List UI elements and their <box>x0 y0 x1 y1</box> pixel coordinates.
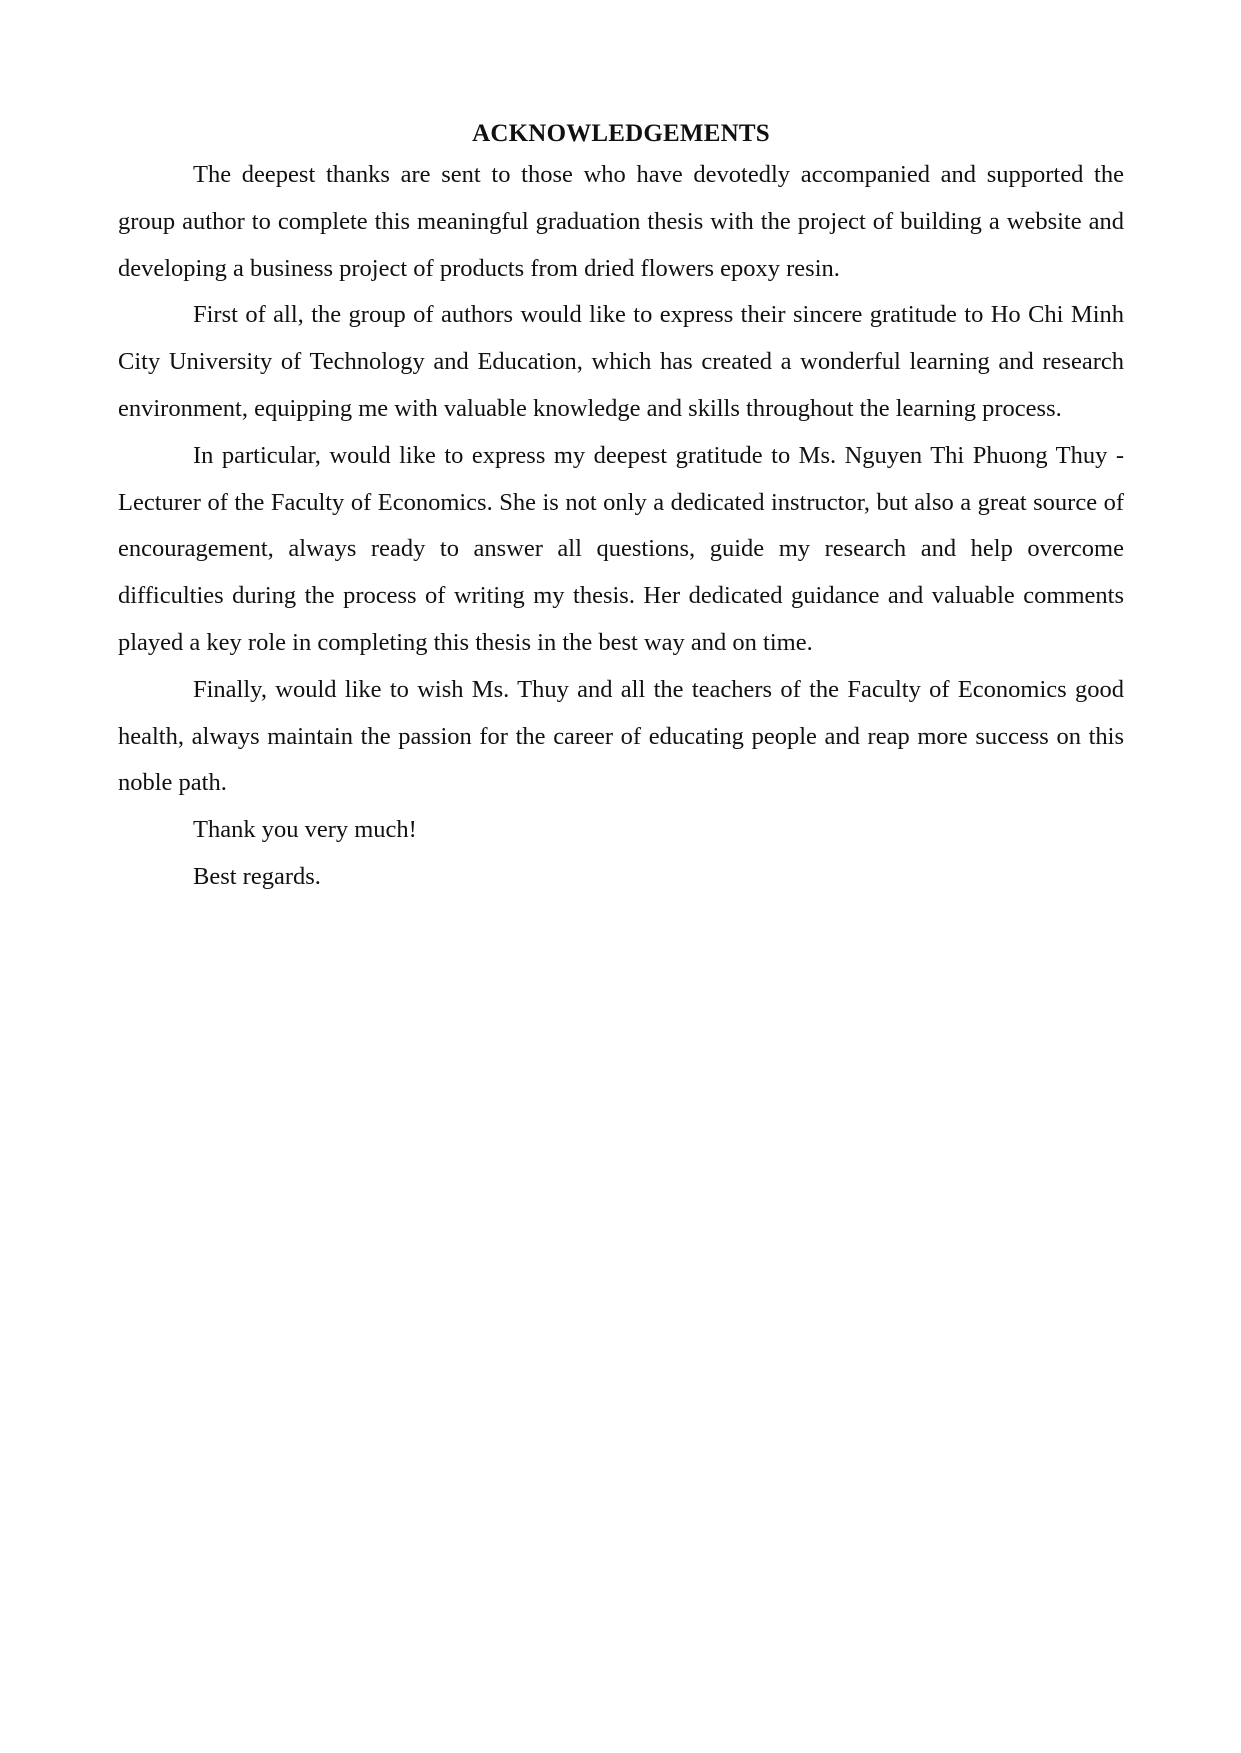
paragraph-wishes: Finally, would like to wish Ms. Thuy and all the teachers of the Faculty of Economics good health, always maintain the passion for the career of educating people and reap more success on this noble path. <box>118 675 1124 797</box>
acknowledgements-section <box>118 116 1124 901</box>
closing-regards: Best regards. <box>193 862 321 890</box>
closing-thanks: Thank you very much! <box>193 816 417 844</box>
page-title: ACKNOWLEDGEMENTS <box>472 120 770 147</box>
paragraph-university: First of all, the group of authors would like to express their sincere gratitude to Ho Chi Minh City University of Technology and Education, which has created a wonderful learning and research environment, equipping me with valuable knowledge and skills throughout the learning process. <box>118 301 1124 422</box>
paragraph-intro: The deepest thanks are sent to those who have devotedly accompanied and supported the group author to complete this meaningful graduation thesis with the project of building a website and developing a business project of products from dried flowers epoxy resin. <box>118 161 1124 282</box>
paragraph-supervisor: In particular, would like to express my deepest gratitude to Ms. Nguyen Thi Phuong Thuy - Lecturer of the Faculty of Economics. She is not only a dedicated instructor, but also a great source of encouragement, always ready to answer all questions, guide my research and help overcome difficulties during the process of writing my thesis. Her dedicated guidance and valuable comments played a key role in completing this thesis in the best way and on time. <box>118 441 1124 656</box>
